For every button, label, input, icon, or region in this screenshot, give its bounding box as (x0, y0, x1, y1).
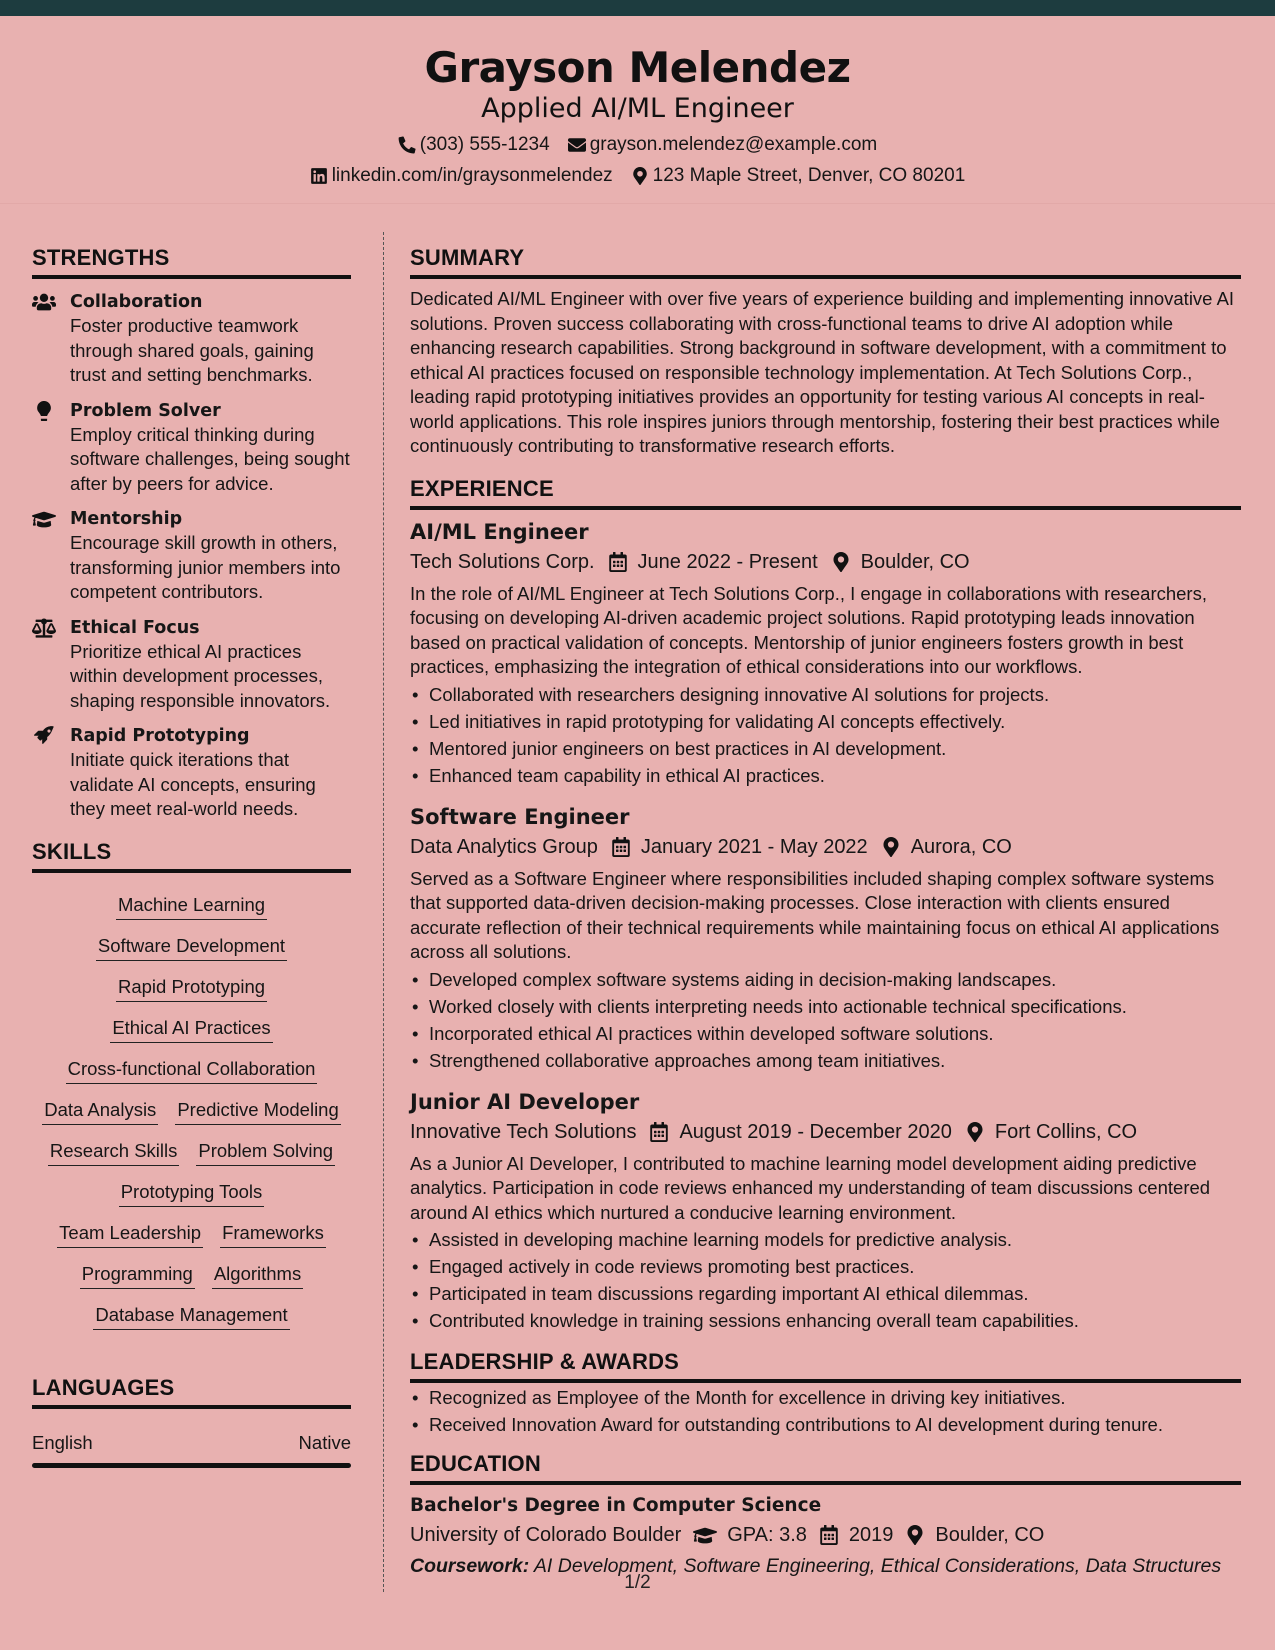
graduation-cap-icon (32, 509, 56, 529)
job-meta (410, 548, 1241, 576)
job-location: Boulder, CO (860, 550, 970, 573)
strength-item (32, 507, 351, 605)
summary-heading: SUMMARY (410, 244, 1241, 279)
calendar-icon (609, 552, 627, 572)
job-entry (410, 518, 1241, 789)
job-title: AI/ML Engineer (410, 519, 589, 544)
bullet-item: • Enhanced team capability in ethical AI practices. (410, 762, 1241, 789)
award-item: • Recognized as Employee of the Month for excellence in driving key initiatives. (410, 1384, 1241, 1411)
job-dates: August 2019 - December 2020 (679, 1120, 952, 1143)
language-level: Native (298, 1431, 351, 1453)
skills-list (32, 879, 351, 1330)
skill-tag: Cross-functional Collaboration (66, 1053, 318, 1084)
calendar-icon (650, 1122, 668, 1142)
strength-desc: Foster productive teamwork through shared goals, gaining trust and setting benchmarks. (70, 315, 314, 385)
top-accent-bar (0, 0, 1275, 16)
strength-title: Ethical Focus (70, 617, 200, 638)
summary-text: Dedicated AI/ML Engineer with over five years of experience building and implementing innovative AI solutions. Proven success collaborating with cross-functional teams to drive AI adoption while enhancing research capabilities. Strong background in software development, with a commitment to ethical AI practices focused on responsible technology implementation. At Tech Solutions Corp., leading rapid prototyping initiatives provides an opportunity for testing various AI concepts in real-world applications. This role inspires juniors through mentorship, fostering their best practices while continuously contributing to transformative research efforts. (410, 288, 1235, 456)
calendar-icon (819, 1525, 839, 1545)
coursework-label: Coursework: (410, 1555, 530, 1577)
job-dates: January 2021 - May 2022 (640, 835, 868, 858)
job-bullets (410, 966, 1241, 1074)
email-text: grayson.melendez@example.com (589, 134, 878, 155)
linkedin-contact[interactable] (310, 164, 613, 188)
lightbulb-icon (32, 401, 56, 421)
calendar-icon (612, 837, 630, 857)
strength-item (32, 616, 351, 714)
strength-desc: Encourage skill growth in others, transforming junior members into competent contributors. (70, 532, 341, 602)
map-marker-icon (905, 1525, 925, 1545)
rocket-icon (32, 726, 56, 746)
strength-title: Mentorship (70, 509, 183, 529)
job-location: Fort Collins, CO (994, 1120, 1138, 1143)
bullet-item: • Participated in team discussions regarding important AI ethical dilemmas. (410, 1280, 1241, 1307)
left-column (32, 244, 351, 1468)
gpa: GPA: 3.8 (727, 1524, 807, 1546)
map-marker-icon (966, 1122, 984, 1142)
phone-contact[interactable] (398, 133, 550, 157)
skill-tag: Ethical AI Practices (110, 1012, 272, 1043)
bullet-item: • Incorporated ethical AI practices within developed software solutions. (410, 1020, 1241, 1047)
skill-tag: Frameworks (220, 1217, 326, 1248)
leadership-list (410, 1384, 1241, 1438)
skill-tag: Software Development (96, 930, 287, 961)
job-description: Served as a Software Engineer where responsibilities included shaping complex software systems that supported data-driven decision-making processes. Close interaction with clients ensured accurate reflection of their technical requirements while maintaining focus on ethical AI applications across all solutions. (410, 867, 1220, 962)
strength-desc: Initiate quick iterations that validate AI concepts, ensuring they meet real-world needs. (70, 749, 316, 819)
bullet-item: • Contributed knowledge in training sessions enhancing overall team capabilities. (410, 1307, 1241, 1334)
job-entry (410, 803, 1241, 1074)
school-location: Boulder, CO (935, 1524, 1045, 1546)
skill-tag: Problem Solving (196, 1135, 335, 1166)
resume-header (0, 16, 1275, 204)
graduation-cap-icon (693, 1525, 717, 1545)
bullet-item: • Engaged actively in code reviews promoting best practices. (410, 1253, 1241, 1280)
job-bullets (410, 681, 1241, 789)
skill-tag: Machine Learning (116, 889, 267, 920)
right-column (410, 244, 1241, 1580)
envelope-icon (568, 136, 586, 154)
address-text: 123 Maple Street, Denver, CO 80201 (652, 165, 966, 186)
map-marker-icon (882, 837, 900, 857)
job-entry (410, 1088, 1241, 1335)
leadership-heading: LEADERSHIP & AWARDS (410, 1348, 1241, 1383)
languages-heading: LANGUAGES (32, 1374, 351, 1409)
job-meta (410, 1118, 1241, 1146)
column-divider (383, 232, 384, 1592)
contact-row-1 (0, 133, 1275, 157)
bullet-item: • Strengthened collaborative approaches among team initiatives. (410, 1047, 1241, 1074)
linkedin-icon (310, 167, 328, 185)
email-contact[interactable] (568, 133, 878, 157)
bullet-item: • Led initiatives in rapid prototyping for validating AI concepts effectively. (410, 708, 1241, 735)
skill-tag: Programming (80, 1258, 195, 1289)
bullet-item: • Worked closely with clients interpreting needs into actionable technical specifications. (410, 993, 1241, 1020)
candidate-title: Applied AI/ML Engineer (481, 93, 794, 124)
skill-tag: Team Leadership (57, 1217, 203, 1248)
strength-item (32, 290, 351, 388)
skill-tag: Research Skills (48, 1135, 180, 1166)
language-item (32, 1431, 351, 1455)
experience-heading: EXPERIENCE (410, 475, 1241, 510)
job-meta (410, 833, 1241, 861)
coursework-list: AI Development, Software Engineering, Ethical Considerations, Data Structures (533, 1555, 1222, 1577)
phone-icon (398, 136, 416, 154)
job-description: In the role of AI/ML Engineer at Tech Solutions Corp., I engage in collaborations with researchers, focusing on developing AI-driven academic project solutions. Rapid prototyping leads innovation based on practical validation of concepts. Mentorship of junior engineers fosters growth in best practices, emphasizing the integration of ethical considerations into our workflows. (410, 582, 1207, 677)
map-marker-icon (832, 552, 850, 572)
linkedin-text: linkedin.com/in/graysonmelendez (331, 165, 613, 186)
skill-tag: Algorithms (212, 1258, 303, 1289)
strength-desc: Prioritize ethical AI practices within development processes, shaping responsible innovators. (70, 640, 331, 711)
strength-title: Rapid Prototyping (70, 726, 250, 746)
language-proficiency-bar (32, 1463, 351, 1468)
skills-heading: SKILLS (32, 838, 351, 873)
bullet-item: • Developed complex software systems aiding in decision-making landscapes. (410, 966, 1241, 993)
strength-item (32, 724, 351, 822)
job-description: As a Junior AI Developer, I contributed to machine learning model development aiding predictive analytics. Participation in code reviews enhanced my understanding of team discussions centered around AI ethics which nurtured a conducive learning environment. (410, 1152, 1211, 1223)
job-company: Tech Solutions Corp. (410, 550, 595, 573)
language-name: English (32, 1431, 93, 1453)
bullet-item: • Assisted in developing machine learning models for predictive analysis. (410, 1226, 1241, 1253)
page-number: 1/2 (624, 1572, 651, 1593)
strength-title: Problem Solver (70, 400, 221, 421)
balance-scale-icon (32, 618, 56, 638)
job-dates: June 2022 - Present (637, 550, 818, 573)
skill-tag: Rapid Prototyping (116, 971, 267, 1002)
users-icon (32, 292, 56, 312)
award-item: • Received Innovation Award for outstanding contributions to AI development during tenure. (410, 1411, 1241, 1438)
bullet-item: • Collaborated with researchers designing innovative AI solutions for projects. (410, 681, 1241, 708)
phone-text: (303) 555-1234 (419, 134, 550, 155)
strength-item (32, 399, 351, 497)
job-title: Junior AI Developer (410, 1089, 640, 1114)
education-heading: EDUCATION (410, 1450, 1241, 1485)
school-name: University of Colorado Boulder (410, 1524, 682, 1546)
graduation-year: 2019 (848, 1524, 894, 1546)
strength-title: Collaboration (70, 292, 203, 312)
job-company: Data Analytics Group (410, 835, 598, 858)
skill-tag: Prototyping Tools (119, 1176, 265, 1207)
skill-tag: Predictive Modeling (175, 1094, 340, 1125)
skill-tag: Data Analysis (42, 1094, 158, 1125)
map-marker-icon (631, 167, 649, 185)
candidate-name: Grayson Melendez (424, 43, 851, 92)
degree-title: Bachelor's Degree in Computer Science (410, 1495, 822, 1516)
job-bullets (410, 1226, 1241, 1334)
bullet-item: • Mentored junior engineers on best practices in AI development. (410, 735, 1241, 762)
address-contact (631, 164, 966, 188)
skill-tag: Database Management (93, 1299, 289, 1330)
job-company: Innovative Tech Solutions (410, 1120, 637, 1143)
contact-row-2 (0, 164, 1275, 188)
strength-desc: Employ critical thinking during software challenges, being sought after by peers for advice. (70, 423, 350, 494)
education-meta (410, 1521, 1241, 1549)
job-title: Software Engineer (410, 804, 630, 829)
strengths-heading: STRENGTHS (32, 244, 351, 279)
job-location: Aurora, CO (910, 835, 1012, 858)
